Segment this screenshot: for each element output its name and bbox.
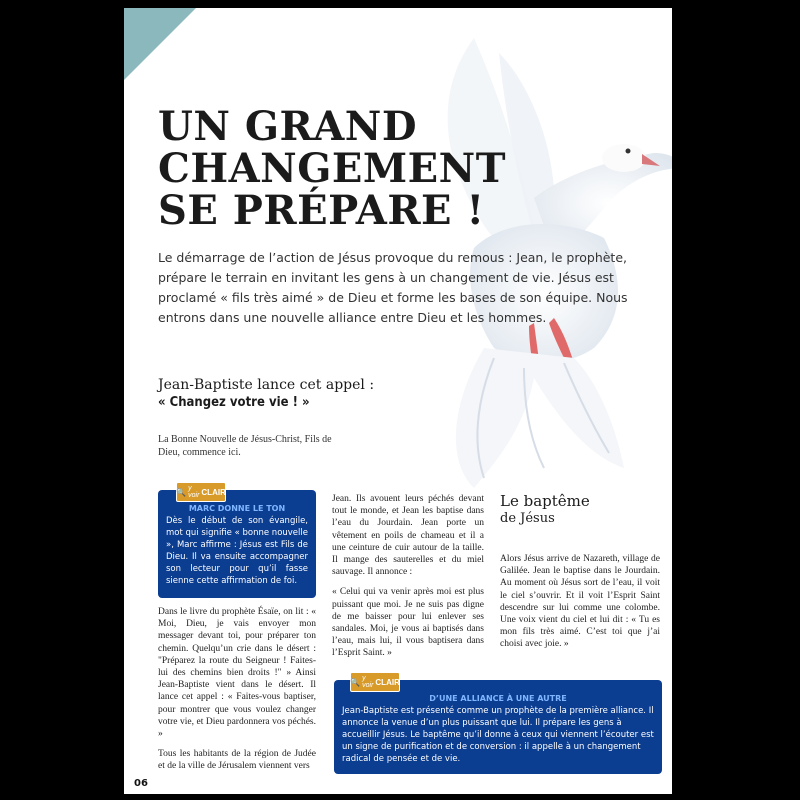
info-box-body: Dès le début de son évangile, mot qui signifie « bonne nouvelle », Marc affirme : Jésus est Fils de Dieu. Il va ensuite accompagner son lecteur pour qu’il fasse sienne cette affirmation de foi. (166, 516, 308, 586)
section-heading-jean-baptiste (158, 376, 374, 412)
badge-label: CLAIR (375, 677, 400, 687)
info-box-title: D’UNE ALLIANCE À UNE AUTRE (429, 694, 567, 703)
badge-pre: y voir (362, 675, 374, 689)
page-title (158, 103, 506, 234)
column-right (500, 553, 660, 659)
magnifier-icon: 🔍 (176, 487, 187, 497)
badge-pre: y voir (188, 485, 200, 499)
paragraph: « Celui qui va venir après moi est plus puissant que moi. Je ne suis pas digne de me baisser pour lui enlever ses sandales. Moi, je vous ai baptisés dans l’eau, mais lui, il vous baptisera dans l’Esprit Saint. » (332, 587, 484, 659)
section-heading-line-1: Jean-Baptiste lance cet appel : (158, 377, 375, 393)
section-heading-line-2: « Changez votre vie ! » (158, 395, 310, 410)
badge-label: CLAIR (201, 487, 226, 497)
badge-y-voir-clair (350, 672, 400, 692)
page-number: 06 (134, 778, 148, 789)
magnifier-icon: 🔍 (350, 677, 361, 687)
corner-accent (124, 8, 196, 80)
column-middle (332, 493, 484, 668)
section-heading-bapteme (500, 492, 590, 528)
section-heading-line-1: Le baptême (500, 492, 590, 510)
info-box-alliance (334, 675, 662, 774)
badge-y-voir-clair (176, 482, 226, 502)
section-heading-line-2: de Jésus (500, 511, 555, 526)
info-box-body: Jean-Baptiste est présenté comme un prophète de la première alliance. Il annonce la venue d’un plus puissant que lui. Il prépare les gens à accueillir Jésus. Le baptême qu’il donne à ceux qui viennent l’écouter est un signe de purification et de conversion : il appelle à un changement radical de pensée et de vie. (342, 706, 654, 764)
paragraph: Dans le livre du prophète Ésaïe, on lit : « Moi, Dieu, je vais envoyer mon messager devant toi, pour préparer ton chemin. Quelqu’un crie dans le désert : "Préparez la route du Seigneur ! Faites-lui des chemins bien droits !" » Ainsi Jean-Baptiste vient dans le désert. Il lance cet appel : « Faites-vous baptiser, pour montrer que vous voulez changer votre vie, et Dieu pardonnera vos péchés. » (158, 607, 316, 740)
page (124, 8, 672, 794)
info-box-title: MARC DONNE LE TON (188, 504, 286, 513)
column-left (158, 606, 316, 781)
info-box-marc (158, 485, 316, 598)
paragraph: Alors Jésus arrive de Nazareth, village de Galilée. Jean le baptise dans le Jourdain. Au moment où Jésus sort de l’eau, il voit le ciel s’ouvrir. Et il voit l’Esprit Saint descendre sur lui comme une colombe. Une voix vient du ciel et lui dit : « Tu es mon fils très aimé. C’est toi que j’ai choisi avec joie. » (500, 554, 660, 650)
title-line-2: CHANGEMENT (158, 145, 506, 192)
intro-paragraph: Le démarrage de l’action de Jésus provoque du remous : Jean, le prophète, prépare le terrain en invitant les gens à un changement de vie. Jésus est proclamé « fils très aimé » de Dieu et forme les bases de son équipe. Nous entrons dans une nouvelle alliance entre Dieu et les hommes. (158, 250, 628, 325)
lead-text: La Bonne Nouvelle de Jésus-Christ, Fils de Dieu, commence ici. (158, 434, 332, 458)
paragraph: Tous les habitants de la région de Judée et de la ville de Jérusalem viennent vers (158, 749, 316, 772)
title-line-3: SE PRÉPARE ! (158, 187, 485, 234)
paragraph: Jean. Ils avouent leurs péchés devant tout le monde, et Jean les baptise dans l’eau du Jourdain. Jean porte un vêtement en poils de chameau et il a une ceinture de cuir autour de la taille. Il mange des sauterelles et du miel sauvage. Il annonce : (332, 494, 484, 578)
title-line-1: UN GRAND (158, 103, 418, 150)
